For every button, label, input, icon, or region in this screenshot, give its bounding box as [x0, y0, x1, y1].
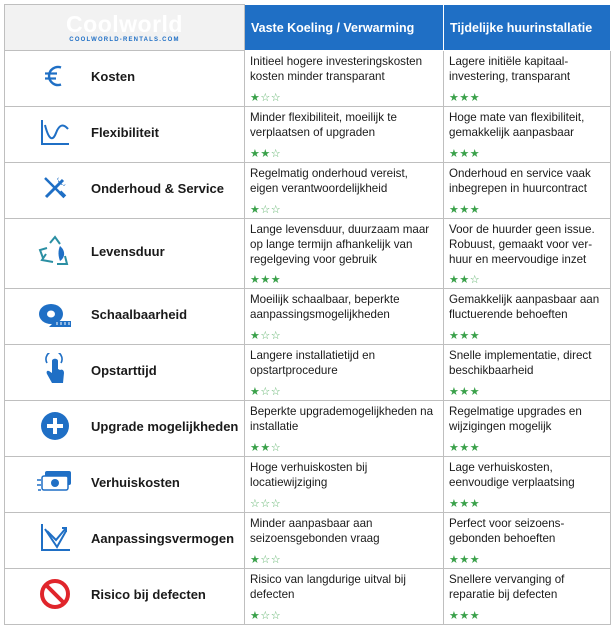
criterion-cell — [5, 219, 245, 289]
rental-rating-stars: ★★★ — [449, 92, 481, 104]
table-row — [5, 401, 611, 457]
criterion-label: Aanpassingsvermogen — [91, 530, 235, 546]
logo-cell — [5, 5, 245, 51]
fixed-rating-stars: ★☆☆ — [250, 610, 282, 622]
euro-icon — [33, 58, 77, 94]
flex-curve-icon — [33, 114, 77, 150]
criterion-label: Levensduur — [91, 243, 165, 259]
fixed-description: Hoge verhuiskosten bij locatiewijziging — [250, 461, 368, 489]
fixed-rating-stars: ★☆☆ — [250, 330, 282, 342]
fixed-rating-stars: ★★☆ — [250, 148, 282, 160]
coolworld-logo — [5, 5, 244, 50]
rental-description: Snelle implementatie, direct beschikbaarheid — [449, 349, 592, 377]
fixed-description: Minder flexibiliteit, moeilijk te verplaatsen of upgraden — [250, 111, 397, 139]
criterion-cell — [5, 513, 245, 569]
rental-description: Onderhoud en service vaak inbegrepen in huurcontract — [449, 167, 591, 195]
criterion-label: Risico bij defecten — [91, 586, 206, 602]
criterion-cell — [5, 569, 245, 625]
rental-description: Snellere vervanging of reparatie bij defecten — [449, 573, 565, 601]
header-row — [5, 5, 611, 51]
rental-description-cell — [444, 569, 611, 625]
fixed-description-cell — [245, 107, 444, 163]
fixed-description: Minder aanpasbaar aan seizoensgebonden vraag — [250, 517, 380, 545]
comparison-table — [4, 4, 611, 625]
rental-rating-stars: ★★★ — [449, 204, 481, 216]
rental-description-cell — [444, 401, 611, 457]
touch-finger-icon — [33, 352, 77, 388]
criterion-label: Verhuiskosten — [91, 474, 180, 490]
rental-rating-stars: ★★★ — [449, 610, 481, 622]
rental-rating-stars: ★★★ — [449, 330, 481, 342]
rental-description: Gemakkelijk aanpasbaar aan fluctuerende behoeften — [449, 293, 600, 321]
rental-rating-stars: ★★★ — [449, 148, 481, 160]
rental-description: Regelmatige upgrades en wijzigingen mogelijk — [449, 405, 582, 433]
fixed-rating-stars: ☆☆☆ — [250, 498, 282, 510]
prohibited-icon — [33, 576, 77, 612]
table-row — [5, 569, 611, 625]
fixed-description: Risico van langdurige uitval bij defecten — [250, 573, 406, 601]
criterion-label: Onderhoud & Service — [91, 180, 224, 196]
rental-description-cell — [444, 345, 611, 401]
fixed-rating-stars: ★☆☆ — [250, 554, 282, 566]
rental-description: Lage verhuiskosten, eenvoudige verplaatsing — [449, 461, 575, 489]
criterion-cell — [5, 107, 245, 163]
rental-description-cell — [444, 289, 611, 345]
criterion-label: Upgrade mogelijkheden — [91, 418, 239, 434]
measuring-tape-icon — [33, 296, 77, 332]
table-row — [5, 219, 611, 289]
fixed-description: Lange levensduur, duurzaam maar op lange termijn afhankelijk van regelgeving voor gebruik — [250, 223, 430, 266]
rental-description: Voor de huurder geen issue. Robuust, gemaakt voor ver-huur en meervoudige inzet — [449, 223, 595, 266]
fixed-description-cell — [245, 219, 444, 289]
fixed-rating-stars: ★☆☆ — [250, 204, 282, 216]
column-header-fixed: Vaste Koeling / Verwarming — [245, 5, 444, 51]
table-row — [5, 457, 611, 513]
criterion-cell — [5, 51, 245, 107]
rental-rating-stars: ★★★ — [449, 498, 481, 510]
table-row — [5, 107, 611, 163]
fixed-description-cell — [245, 457, 444, 513]
wrench-screwdriver-icon — [33, 170, 77, 206]
fixed-description-cell — [245, 51, 444, 107]
table-row — [5, 289, 611, 345]
fixed-description: Moeilijk schaalbaar, beperkte aanpassingsmogelijkheden — [250, 293, 400, 321]
plus-circle-icon — [33, 408, 77, 444]
rental-description-cell — [444, 513, 611, 569]
money-bills-icon — [33, 464, 77, 500]
rental-rating-stars: ★★☆ — [449, 274, 481, 286]
fixed-description: Initieel hogere investeringskosten kosten minder transparant — [250, 55, 423, 83]
column-header-rental: Tijdelijke huurinstallatie — [444, 5, 611, 51]
rental-description-cell — [444, 163, 611, 219]
criterion-cell — [5, 289, 245, 345]
fixed-description-cell — [245, 345, 444, 401]
recycle-icon — [33, 233, 77, 269]
fixed-rating-stars: ★★☆ — [250, 442, 282, 454]
rental-description-cell — [444, 219, 611, 289]
fixed-description: Beperkte upgrademogelijkheden na installatie — [250, 405, 434, 433]
rental-description-cell — [444, 51, 611, 107]
rental-description-cell — [444, 107, 611, 163]
table-row — [5, 513, 611, 569]
fixed-description-cell — [245, 289, 444, 345]
fixed-description-cell — [245, 513, 444, 569]
criterion-cell — [5, 345, 245, 401]
rental-rating-stars: ★★★ — [449, 554, 481, 566]
rental-description: Lagere initiële kapitaal-investering, transparant — [449, 55, 571, 83]
fixed-description-cell — [245, 163, 444, 219]
criterion-cell — [5, 163, 245, 219]
fixed-description: Regelmatig onderhoud vereist, eigen verantwoordelijkheid — [250, 167, 408, 195]
criterion-label: Flexibiliteit — [91, 124, 159, 140]
table-row — [5, 51, 611, 107]
fixed-rating-stars: ★☆☆ — [250, 386, 282, 398]
fixed-rating-stars: ★☆☆ — [250, 92, 282, 104]
criterion-label: Kosten — [91, 68, 136, 84]
fixed-description-cell — [245, 401, 444, 457]
adapt-chart-icon — [33, 520, 77, 556]
criterion-label: Opstarttijd — [91, 362, 157, 378]
logo-tagline: COOLWORLD-RENTALS.COM — [69, 37, 180, 43]
criterion-cell — [5, 401, 245, 457]
rental-description-cell — [444, 457, 611, 513]
rental-description: Hoge mate van flexibiliteit, gemakkelijk aanpasbaar — [449, 111, 585, 139]
criterion-cell — [5, 457, 245, 513]
rental-description: Perfect voor seizoens-gebonden behoeften — [449, 517, 565, 545]
table-row — [5, 163, 611, 219]
rental-rating-stars: ★★★ — [449, 442, 481, 454]
fixed-description-cell — [245, 569, 444, 625]
fixed-rating-stars: ★★★ — [250, 274, 282, 286]
rental-rating-stars: ★★★ — [449, 386, 481, 398]
fixed-description: Langere installatietijd en opstartprocedure — [250, 349, 376, 377]
comparison-table-wrapper — [4, 4, 611, 625]
table-row — [5, 345, 611, 401]
criterion-label: Schaalbaarheid — [91, 306, 188, 322]
logo-wordmark: Coolworld — [66, 11, 183, 37]
